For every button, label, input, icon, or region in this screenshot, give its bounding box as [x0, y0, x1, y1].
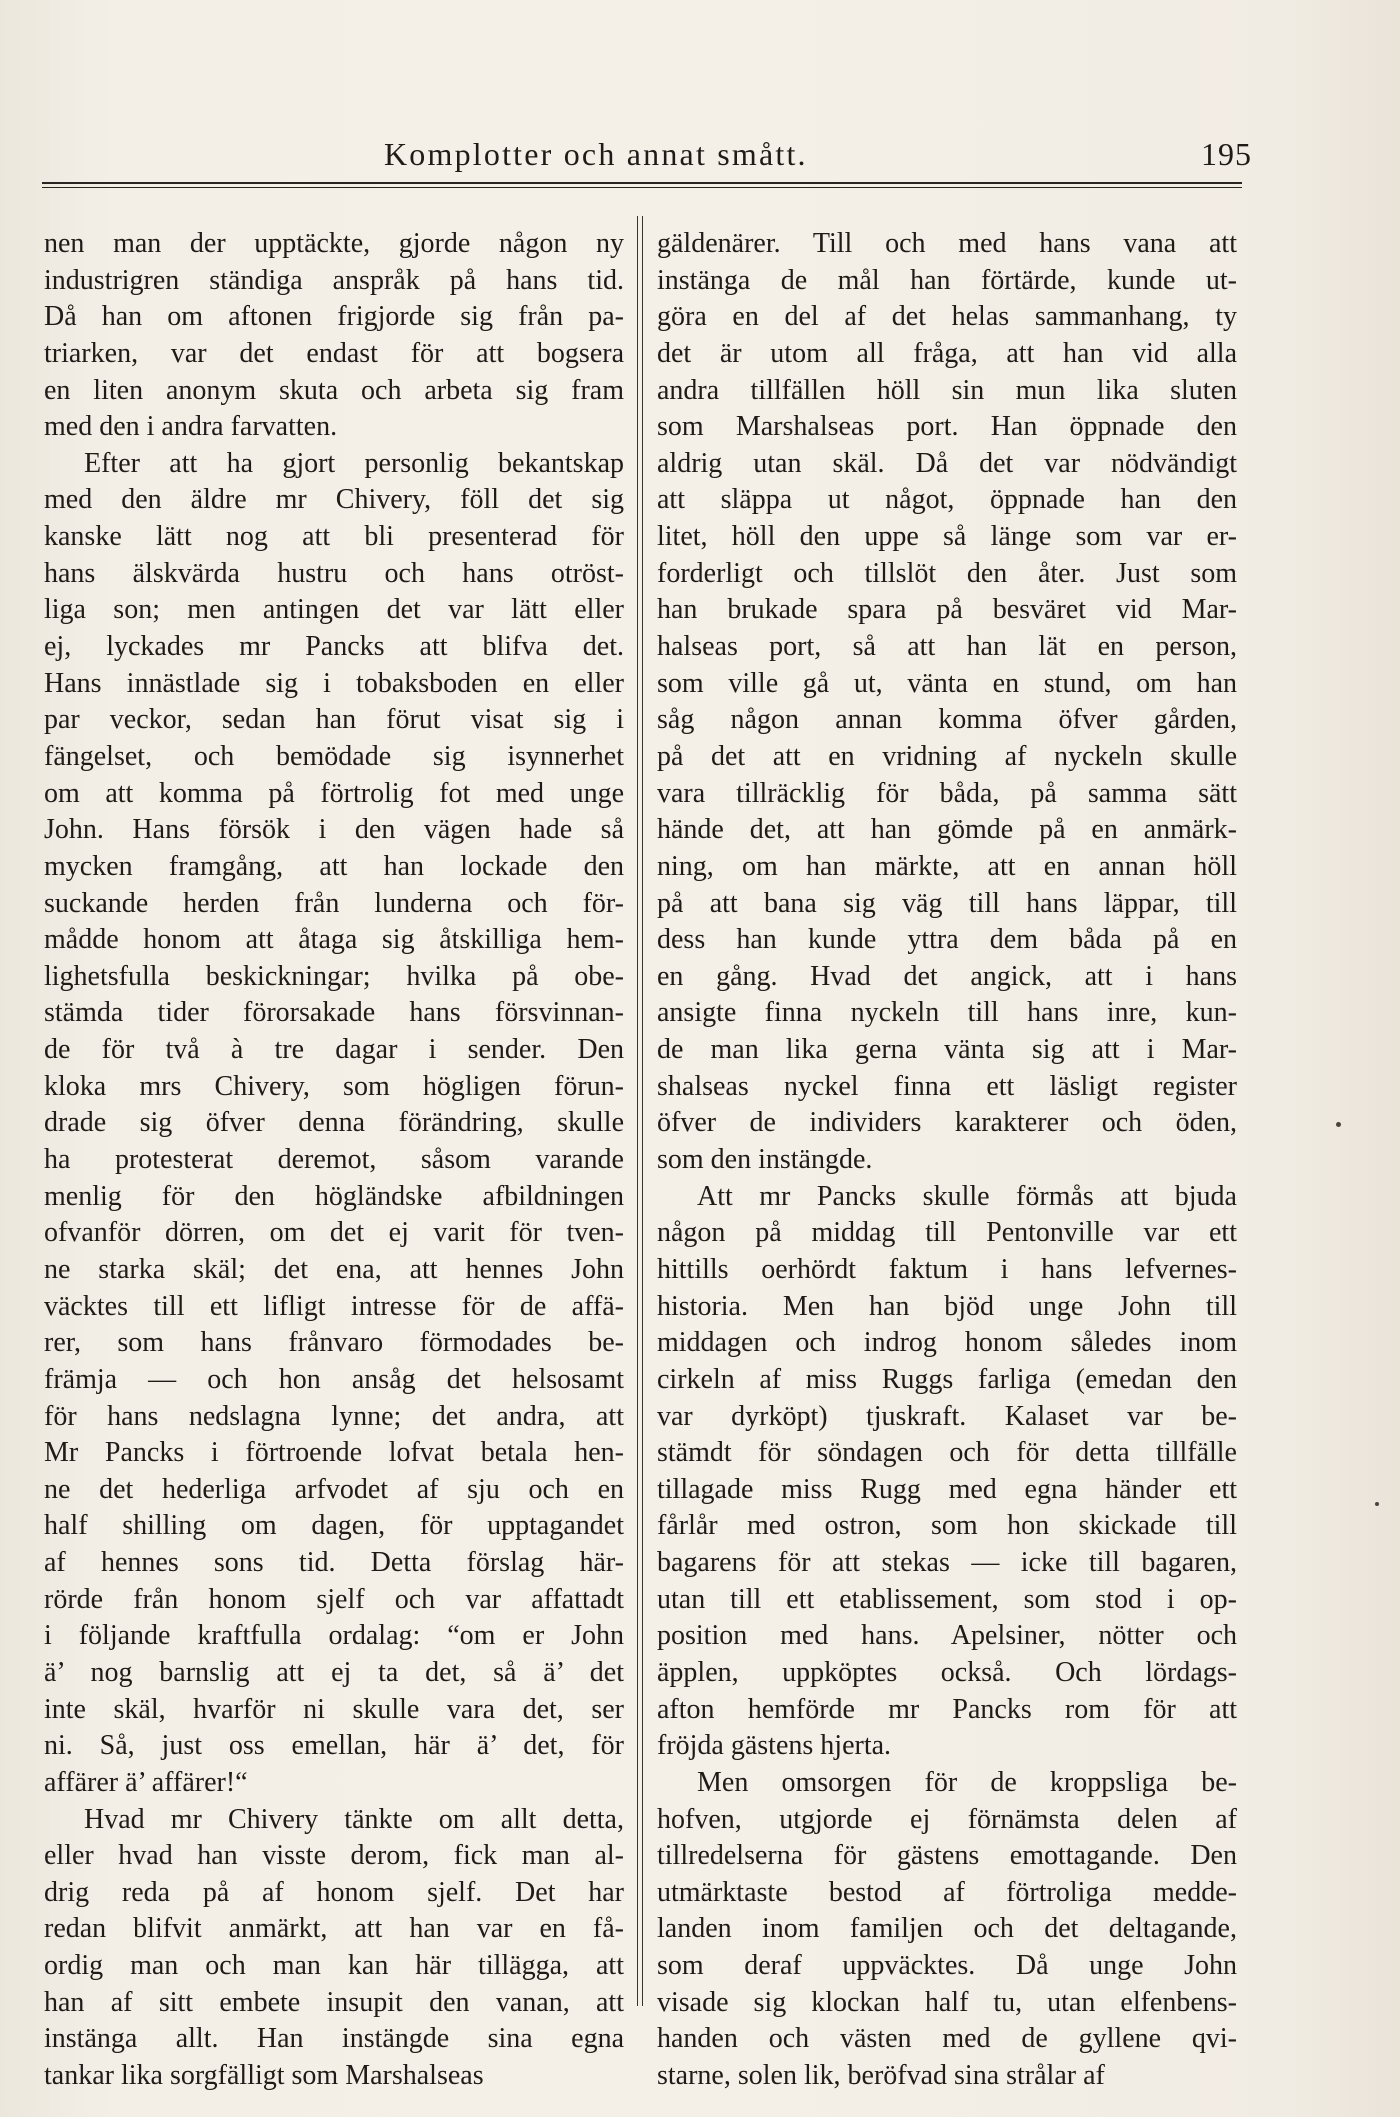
text-line: andra tillfällen höll sin mun lika sluten	[657, 374, 1237, 406]
text-line: cirkeln af miss Ruggs farliga (emedan den	[657, 1363, 1237, 1395]
column-divider	[637, 216, 643, 2006]
text-line: dess han kunde yttra dem båda på en	[657, 924, 1237, 956]
text-line: landen inom familjen och det deltagande,	[657, 1913, 1237, 1945]
text-line: position med hans. Apelsiner, nötter och	[657, 1620, 1237, 1652]
text-line: menlig för den högländske afbildningen	[44, 1180, 624, 1212]
text-line: ning, om han märkte, att en annan höll	[657, 850, 1237, 882]
text-line: mådde honom att åtaga sig åtskilliga hem-	[44, 924, 624, 956]
text-line: hände det, att han gömde på en anmärk-	[657, 814, 1237, 846]
text-line: öfver de individers karakterer och öden,	[657, 1107, 1237, 1139]
text-line: var dyrköpt) tjuskraft. Kalaset var be-	[657, 1400, 1237, 1432]
text-line: fröjda gästens hjerta.	[657, 1730, 892, 1762]
text-line: par veckor, sedan han förut visat sig i	[44, 704, 624, 736]
text-line: gäldenärer. Till och med hans vana att	[657, 228, 1237, 259]
text-line: nen man der upptäckte, gjorde någon ny	[44, 228, 624, 259]
text-line: en gång. Hvad det angick, att i hans	[657, 960, 1237, 992]
text-line: af hennes sons tid. Detta förslag här-	[44, 1547, 624, 1579]
text-line: inte skäl, hvarför ni skulle vara det, ser	[44, 1693, 624, 1725]
text-line: som ville gå ut, vänta en stund, om han	[657, 667, 1237, 699]
text-line: såg någon annan komma öfver gården,	[657, 704, 1237, 736]
text-line: de för två à tre dagar i sender. Den	[44, 1034, 624, 1066]
text-line: tillredelserna för gästens emottagande. Den	[657, 1840, 1237, 1872]
text-line: eller hvad han visste derom, fick man al-	[44, 1840, 624, 1872]
text-line: starne, solen lik, beröfvad sina strålar af	[657, 2060, 1105, 2092]
text-line: shalseas nyckel finna ett läsligt register	[657, 1070, 1237, 1102]
text-line: ej, lyckades mr Pancks att blifva det.	[44, 631, 624, 663]
text-line: litet, höll den uppe så länge som var er-	[657, 521, 1237, 553]
text-line: aldrig utan skäl. Då det var nödvändigt	[657, 447, 1237, 479]
text-line: instänga allt. Han instängde sina egna	[44, 2023, 624, 2055]
text-line: drig reda på af honom sjelf. Det har	[44, 1876, 624, 1908]
text-line: en liten anonym skuta och arbeta sig fram	[44, 374, 624, 406]
text-line: med den i andra farvatten.	[44, 411, 338, 443]
running-title: Komplotter och annat smått.	[384, 136, 808, 172]
text-line: stämda tider förorsakade hans försvinnan-	[44, 997, 624, 1029]
paper-speck	[1375, 1502, 1379, 1506]
text-line: det är utom all fråga, att han vid alla	[657, 337, 1237, 369]
text-line: kloka mrs Chivery, som högligen förun-	[44, 1070, 624, 1102]
text-line: göra en del af det helas sammanhang, ty	[657, 301, 1237, 333]
text-line: främja — och hon ansåg det helsosamt	[44, 1363, 624, 1395]
text-line: historia. Men han bjöd unge John till	[657, 1290, 1237, 1322]
text-line: ordig man och man kan här tillägga, att	[44, 1950, 624, 1982]
text-line: för hans nedslagna lynne; det andra, att	[44, 1400, 624, 1432]
text-line: hofven, utgjorde ej förnämsta delen af	[657, 1803, 1237, 1835]
text-line: ä’ nog barnslig att ej ta det, så ä’ det	[44, 1656, 624, 1688]
text-line: hans älskvärda hustru och hans otröst-	[44, 557, 624, 589]
text-line: på det att en vridning af nyckeln skulle	[657, 740, 1237, 772]
text-line: affärer ä’ affärer!“	[44, 1766, 248, 1798]
text-line: mycken framgång, att han lockade den	[44, 850, 624, 882]
text-line: Hvad mr Chivery tänkte om allt detta,	[84, 1803, 624, 1835]
header-rule	[42, 182, 1242, 188]
text-line: utan till ett etablissement, som stod i op-	[657, 1583, 1237, 1615]
page-number: 195	[1201, 136, 1252, 172]
text-line: lighetsfulla beskickningar; hvilka på obe-	[44, 960, 624, 992]
text-line: de man lika gerna vänta sig att i Mar-	[657, 1034, 1237, 1066]
text-line: afton hemförde mr Pancks rom för att	[657, 1693, 1237, 1725]
text-line: äpplen, uppköptes också. Och lördags-	[657, 1656, 1237, 1688]
text-line: bagarens för att stekas — icke till bagaren,	[657, 1547, 1237, 1579]
text-line: väcktes till ett lifligt intresse för de affä-	[44, 1290, 624, 1322]
text-line: middagen och indrog honom således inom	[657, 1327, 1237, 1359]
text-line: Men omsorgen för de kroppsliga be-	[697, 1766, 1237, 1798]
text-line: att släppa ut något, öppnade han den	[657, 484, 1237, 516]
paper-speck	[1336, 1122, 1341, 1127]
text-line: half shilling om dagen, för upptagandet	[44, 1510, 624, 1542]
text-line: ni. Så, just oss emellan, här ä’ det, för	[44, 1730, 624, 1762]
text-line: John. Hans försök i den vägen hade så	[44, 814, 624, 846]
text-line: Mr Pancks i förtroende lofvat betala hen-	[44, 1437, 624, 1469]
text-line: drade sig öfver denna förändring, skulle	[44, 1107, 624, 1139]
text-line: kanske lätt nog att bli presenterad för	[44, 521, 624, 553]
right-text-column	[657, 226, 1237, 2095]
text-line: suckande herden från lunderna och för-	[44, 887, 624, 919]
text-line: Då han om aftonen frigjorde sig från pa-	[44, 301, 624, 333]
text-line: vara tillräcklig för båda, på samma sätt	[657, 777, 1237, 809]
running-head	[384, 132, 1264, 176]
text-line: som Marshalseas port. Han öppnade den	[657, 411, 1237, 443]
text-line: visade sig klockan half tu, utan elfenbens-	[657, 1986, 1237, 2018]
text-line: redan blifvit anmärkt, att han var en få-	[44, 1913, 624, 1945]
text-line: någon på middag till Pentonville var ett	[657, 1217, 1237, 1249]
text-line: tankar lika sorgfälligt som Marshalseas	[44, 2060, 484, 2092]
text-line: rer, som hans frånvaro förmodades be-	[44, 1327, 624, 1359]
text-line: rörde från honom sjelf och var affattadt	[44, 1583, 624, 1615]
text-line: liga son; men antingen det var lätt eller	[44, 594, 624, 626]
text-line: fårlår med ostron, som hon skickade till	[657, 1510, 1237, 1542]
text-line: instänga de mål han förtärde, kunde ut-	[657, 264, 1237, 296]
text-line: med den äldre mr Chivery, föll det sig	[44, 484, 624, 516]
text-line: ne det hederliga arfvodet af sju och en	[44, 1473, 624, 1505]
text-line: han brukade spara på besväret vid Mar-	[657, 594, 1237, 626]
text-line: om att komma på förtrolig fot med unge	[44, 777, 624, 809]
text-line: fängelset, och bemödade sig isynnerhet	[44, 740, 624, 772]
text-line: forderligt och tillslöt den åter. Just som	[657, 557, 1237, 589]
text-line: ansigte finna nyckeln till hans inre, kun-	[657, 997, 1237, 1029]
text-line: Efter att ha gjort personlig bekantskap	[84, 447, 624, 479]
text-line: triarken, var det endast för att bogsera	[44, 337, 624, 369]
text-line: handen och västen med de gyllene qvi-	[657, 2023, 1237, 2055]
text-line: hittills oerhördt faktum i hans lefvernes-	[657, 1253, 1237, 1285]
text-line: Hans innästlade sig i tobaksboden en eller	[44, 667, 624, 699]
text-line: ne starka skäl; det ena, att hennes John	[44, 1253, 624, 1285]
text-line: som den instängde.	[657, 1144, 873, 1176]
text-line: han af sitt embete insupit den vanan, att	[44, 1986, 624, 2018]
left-text-column	[44, 226, 624, 2095]
text-line: stämdt för söndagen och för detta tillfälle	[657, 1437, 1237, 1469]
text-line: som deraf uppväcktes. Då unge John	[657, 1950, 1237, 1982]
text-line: utmärktaste bestod af förtroliga medde-	[657, 1876, 1237, 1908]
text-line: i följande kraftfulla ordalag: “om er John	[44, 1620, 624, 1652]
text-line: ofvanför dörren, om det ej varit för tven-	[44, 1217, 624, 1249]
text-line: industrigren ständiga anspråk på hans tid.	[44, 264, 624, 296]
text-line: ha protesterat deremot, såsom varande	[44, 1144, 624, 1176]
text-line: Att mr Pancks skulle förmås att bjuda	[697, 1180, 1237, 1212]
text-line: tillagade miss Rugg med egna händer ett	[657, 1473, 1237, 1505]
text-line: på att bana sig väg till hans läppar, till	[657, 887, 1237, 919]
text-line: halseas port, så att han lät en person,	[657, 631, 1237, 663]
